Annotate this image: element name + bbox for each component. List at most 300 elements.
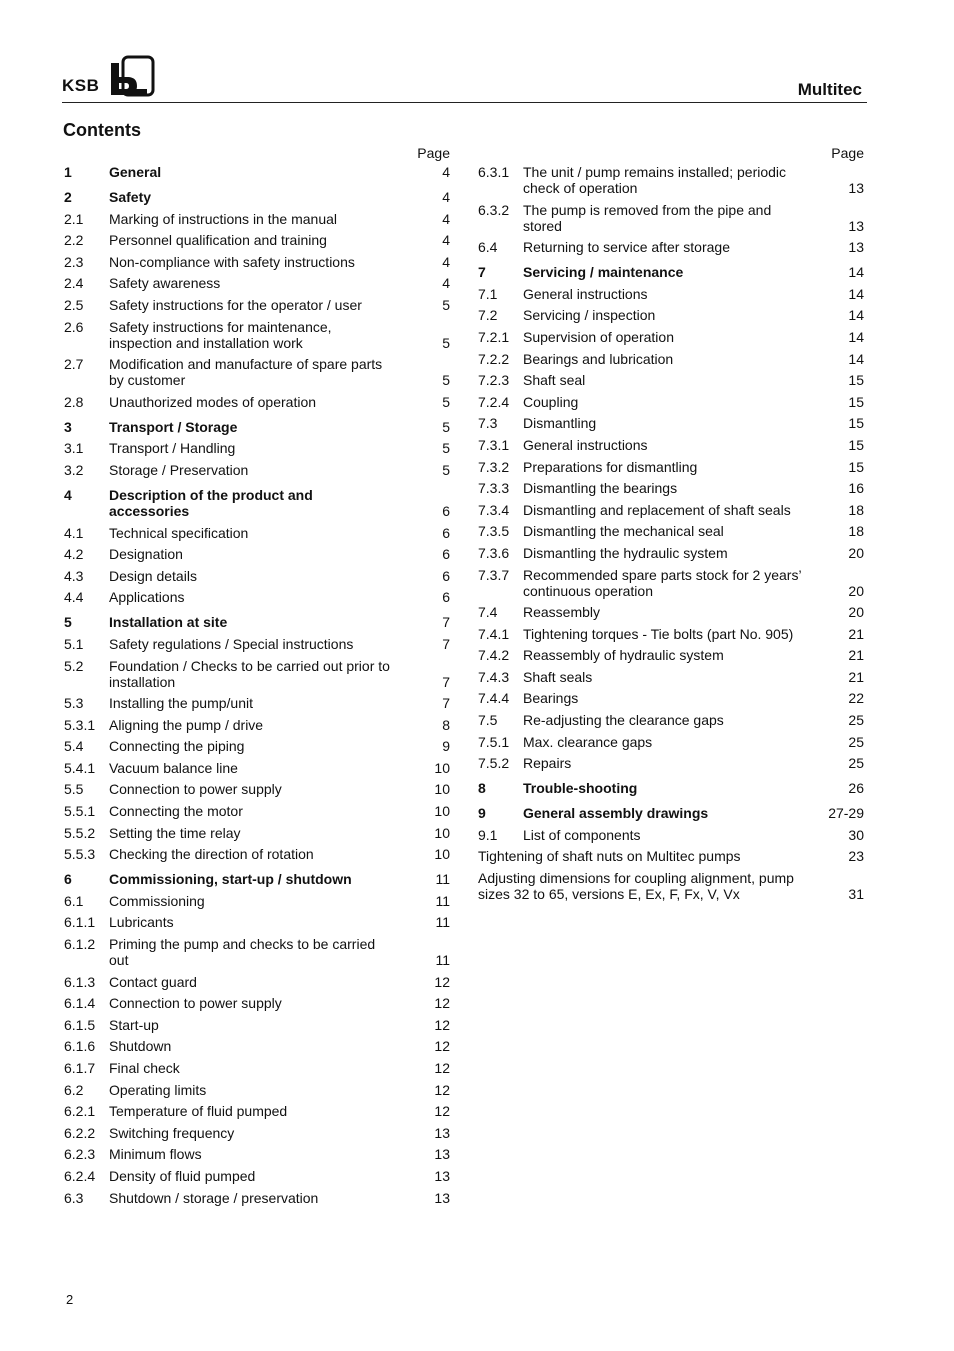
- toc-entry-page: 26: [848, 780, 864, 797]
- toc-entry-title: Installing the pump/unit: [109, 695, 253, 712]
- toc-entry-page: 12: [434, 1060, 450, 1076]
- toc-entry-title: Safety regulations / Special instructions: [109, 635, 354, 652]
- toc-entry-number: 2: [64, 189, 72, 205]
- toc-entry-number: 5.1: [64, 635, 84, 652]
- toc-entry-page: 12: [434, 1016, 450, 1033]
- toc-entry-number: 3: [64, 418, 72, 435]
- toc-entry-number: 5.5: [64, 781, 84, 798]
- toc-entry-number: 6.3.1: [478, 164, 510, 180]
- toc-entry-page: 13: [434, 1189, 450, 1206]
- toc-entry: [478, 827, 866, 843]
- toc-entry-title: Installation at site: [109, 614, 228, 631]
- toc-entry-title: General instructions: [523, 285, 648, 302]
- toc-entry-title: Bearings: [523, 690, 579, 707]
- toc-entry-number: 6.4: [478, 239, 498, 256]
- toc-entry-page: 9: [442, 738, 450, 755]
- toc-entry-page: 12: [434, 995, 450, 1012]
- toc-left-column: [64, 144, 452, 1206]
- toc-entry-number: 9: [478, 805, 486, 822]
- toc-entry-page: 11: [435, 892, 450, 909]
- toc-entry-title: Transport / Handling: [109, 440, 236, 457]
- toc-entry-title: Trouble-shooting: [523, 780, 638, 797]
- toc-entry-title: Storage / Preservation: [109, 461, 249, 478]
- page-number: 2: [66, 1292, 74, 1307]
- toc-entry: [64, 546, 452, 562]
- toc-entry: [478, 712, 866, 728]
- page-column-header: Page: [417, 145, 450, 161]
- toc-entry-title: Commissioning: [109, 892, 205, 909]
- toc-entry-page: 14: [848, 350, 864, 367]
- toc-entry: [64, 394, 452, 410]
- toc-entry: [64, 803, 452, 819]
- toc-entry-title: Preparations for dismantling: [523, 458, 698, 475]
- toc-entry-title: Aligning the pump / drive: [109, 716, 264, 733]
- toc-entry-title: Modification and manufacture of spare parts by customer: [109, 356, 383, 389]
- toc-entry-number: 7.2.3: [478, 372, 510, 389]
- toc-entry-title: General assembly drawings: [523, 805, 709, 822]
- toc-entry-title: Safety awareness: [109, 275, 221, 292]
- toc-entry-title: Supervision of operation: [523, 328, 674, 345]
- toc-entry: [478, 329, 866, 345]
- toc-entry-page: 10: [434, 846, 450, 863]
- toc-entry-page: 21: [848, 668, 864, 685]
- toc-entry: [478, 626, 866, 642]
- toc-entry-page: 11: [435, 871, 450, 888]
- toc-entry: [64, 1190, 452, 1206]
- toc-entry-title: Safety instructions for the operator / user: [109, 296, 362, 313]
- toc-entry-title: Connecting the motor: [109, 803, 243, 820]
- toc-entry-number: 2.6: [64, 318, 84, 335]
- toc-entry-page: 15: [848, 393, 864, 410]
- toc-entry-page: 6: [442, 524, 450, 541]
- toc-entry-title: Transport / Storage: [109, 418, 238, 435]
- toc-entry-page: 15: [848, 415, 864, 432]
- toc-entry-page: 6: [442, 502, 450, 519]
- toc-entry-number: 4: [64, 486, 72, 503]
- product-name: Multitec: [797, 80, 862, 99]
- toc-entry-page: 10: [434, 824, 450, 841]
- toc-entry-number: 2.3: [64, 253, 84, 270]
- ksb-logo-mark-icon: [109, 55, 155, 97]
- toc-entry-page: 25: [848, 712, 864, 729]
- toc-entry-page: 22: [848, 690, 864, 707]
- toc-entry-title: General: [109, 164, 162, 180]
- toc-list-right: [478, 164, 866, 902]
- toc-entry-number: 2.8: [64, 393, 84, 410]
- toc-entry-title: Setting the time relay: [109, 824, 241, 841]
- toc-entry: [478, 351, 866, 367]
- toc-entry: [478, 437, 866, 453]
- toc-entry-page: 25: [848, 733, 864, 750]
- toc-entry-number: 6.1.6: [64, 1038, 96, 1055]
- toc-entry: [64, 1103, 452, 1119]
- toc-entry: [64, 164, 452, 180]
- toc-entry: [478, 669, 866, 685]
- toc-entry-number: 5: [64, 614, 72, 631]
- toc-entry-page: 13: [434, 1124, 450, 1141]
- toc-entry: [478, 647, 866, 663]
- toc-entry: [64, 275, 452, 291]
- toc-entry-number: 7.3.7: [478, 566, 510, 583]
- toc-entry-number: 6.1.5: [64, 1016, 96, 1033]
- toc-entry: [64, 189, 452, 205]
- toc-entry-page: 4: [442, 210, 450, 227]
- toc-entry-title: Safety instructions for maintenance, inspection and installation work: [109, 318, 332, 351]
- toc-entry-page: 13: [434, 1167, 450, 1184]
- toc-entry: [64, 525, 452, 541]
- toc-entry-number: 3.2: [64, 461, 84, 478]
- toc-entry-number: 9.1: [478, 826, 498, 843]
- toc-entry: [64, 419, 452, 435]
- toc-entry-page: 20: [848, 544, 864, 561]
- toc-entry-title: Shutdown: [109, 1038, 172, 1055]
- toc-entry: [64, 1125, 452, 1141]
- toc-entry-page: 13: [848, 180, 864, 196]
- toc-entry-page: 18: [848, 523, 864, 540]
- toc-entry-number: 2.4: [64, 275, 84, 292]
- toc-entry: [478, 286, 866, 302]
- toc-entry-number: 6.1.2: [64, 936, 96, 953]
- toc-entry: [478, 164, 866, 196]
- toc-entry-title: Marking of instructions in the manual: [109, 210, 337, 227]
- toc-entry-number: 2.2: [64, 232, 84, 249]
- toc-entry-page: 8: [442, 716, 450, 733]
- toc-entry-page: 5: [442, 440, 450, 457]
- toc-entry: [64, 974, 452, 990]
- toc-entry-page: 20: [848, 604, 864, 621]
- toc-entry-page: 7: [442, 635, 450, 652]
- toc-entry-title: Lubricants: [109, 914, 174, 931]
- toc-entry: [64, 936, 452, 968]
- toc-entry-title: Shaft seal: [523, 372, 586, 389]
- toc-entry-number: 4.4: [64, 589, 84, 606]
- toc-entry-title: The pump is removed from the pipe and stored: [523, 201, 772, 234]
- toc-entry: [64, 462, 452, 478]
- toc-entry-number: 6.1.3: [64, 973, 96, 990]
- toc-entry-title: Adjusting dimensions for coupling alignment, pump sizes 32 to 65, versions E, Ex, F, Fx, V, Vx: [478, 870, 794, 903]
- toc-entry-title: Shutdown / storage / preservation: [109, 1189, 319, 1206]
- toc-entry-number: 6: [64, 871, 72, 888]
- toc-entry-number: 6.1.1: [64, 914, 96, 931]
- page-column-header: Page: [831, 145, 864, 161]
- toc-entry: [478, 394, 866, 410]
- toc-entry: [478, 805, 866, 821]
- toc-entry: [64, 781, 452, 797]
- toc-entry: [64, 1060, 452, 1076]
- toc-entry: [478, 307, 866, 323]
- toc-entry: [64, 1168, 452, 1184]
- toc-entry: [64, 636, 452, 652]
- toc-right-column: [478, 144, 866, 902]
- toc-entry-number: 5.4.1: [64, 759, 96, 776]
- toc-entry: [64, 1017, 452, 1033]
- toc-entry-number: 7.2: [478, 307, 498, 324]
- toc-entry-number: 6.2.1: [64, 1103, 96, 1120]
- toc-entry-page: 5: [442, 418, 450, 435]
- toc-entry-page: 4: [442, 275, 450, 292]
- toc-entry-page: 4: [442, 253, 450, 270]
- logo-text: KSB: [62, 76, 100, 95]
- toc-entry: [64, 658, 452, 690]
- toc-entry: [64, 232, 452, 248]
- toc-entry: [478, 264, 866, 280]
- toc-entry-page: 10: [434, 803, 450, 820]
- toc-entry-page: 21: [848, 647, 864, 664]
- toc-entry-page: 7: [442, 614, 450, 631]
- toc-entry-page: 27-29: [828, 805, 864, 822]
- toc-entry-page: 18: [848, 501, 864, 518]
- toc-entry-page: 21: [848, 625, 864, 642]
- toc-entry-number: 7.4.3: [478, 668, 510, 685]
- toc-entry-page: 7: [442, 673, 450, 690]
- toc-entry-page: 14: [848, 285, 864, 302]
- header-divider: [62, 102, 867, 103]
- toc-entry-number: 4.2: [64, 546, 84, 563]
- toc-entry-number: 8: [478, 780, 486, 797]
- toc-entry-page: 15: [848, 458, 864, 475]
- toc-entry-page: 14: [848, 328, 864, 345]
- toc-entry-page: 13: [434, 1146, 450, 1163]
- toc-entry-page: 12: [434, 1081, 450, 1098]
- toc-entry-title: Designation: [109, 546, 183, 563]
- toc-entry-title: Checking the direction of rotation: [109, 846, 314, 863]
- toc-entry: [64, 211, 452, 227]
- toc-entry-page: 25: [848, 755, 864, 772]
- toc-entry-title: Recommended spare parts stock for 2 years’ continuous operation: [523, 566, 802, 599]
- toc-entry-page: 16: [848, 480, 864, 497]
- toc-entry: [64, 760, 452, 776]
- toc-entry: [64, 738, 452, 754]
- toc-entry-number: 5.5.3: [64, 846, 96, 863]
- toc-entry-page: 4: [442, 189, 450, 205]
- toc-entry: [64, 914, 452, 930]
- toc-entry: [478, 870, 866, 902]
- toc-entry-number: 6.2.4: [64, 1167, 96, 1184]
- toc-entry-title: Connecting the piping: [109, 738, 245, 755]
- toc-entry-number: 6.1.4: [64, 995, 96, 1012]
- toc-entry-title: Vacuum balance line: [109, 759, 238, 776]
- toc-entry-number: 7: [478, 264, 486, 281]
- toc-entry: [64, 487, 452, 519]
- toc-entry-number: 5.5.2: [64, 824, 96, 841]
- toc-entry: [64, 717, 452, 733]
- toc-entry: [64, 871, 452, 887]
- toc-entry-title: Reassembly: [523, 604, 601, 621]
- toc-entry: [478, 372, 866, 388]
- toc-entry: [478, 523, 866, 539]
- toc-entry-title: Repairs: [523, 755, 572, 772]
- toc-entry-page: 6: [442, 589, 450, 606]
- toc-entry-number: 7.3.4: [478, 501, 510, 518]
- toc-entry: [64, 846, 452, 862]
- toc-entry: [478, 459, 866, 475]
- toc-entry-page: 14: [848, 264, 864, 281]
- toc-entry-page: 7: [442, 695, 450, 712]
- toc-entry: [64, 440, 452, 456]
- toc-entry-title: The unit / pump remains installed; periodic check of operation: [523, 164, 787, 196]
- toc-entry-title: Foundation / Checks to be carried out prior to installation: [109, 657, 390, 690]
- toc-entry: [64, 614, 452, 630]
- toc-entry-page: 13: [848, 239, 864, 256]
- toc-entry: [478, 604, 866, 620]
- toc-entry-number: 7.2.1: [478, 328, 510, 345]
- toc-entry-page: 5: [442, 372, 450, 389]
- toc-entry-title: Max. clearance gaps: [523, 733, 653, 750]
- toc-entry-title: Tightening torques - Tie bolts (part No. 905): [523, 625, 794, 642]
- toc-entry-number: 6.2.2: [64, 1124, 96, 1141]
- toc-entry: [64, 1038, 452, 1054]
- toc-entry-title: Operating limits: [109, 1081, 207, 1098]
- toc-entry-title: Priming the pump and checks to be carried out: [109, 936, 376, 969]
- toc-entry-page: 6: [442, 567, 450, 584]
- toc-entry-number: 7.1: [478, 285, 498, 302]
- toc-entry-page: 6: [442, 546, 450, 563]
- toc-entry-number: 6.1.7: [64, 1060, 96, 1076]
- toc-entry-number: 1: [64, 164, 72, 180]
- toc-entry-title: Safety: [109, 189, 152, 205]
- toc-entry-number: 4.3: [64, 567, 84, 584]
- toc-entry-page: 30: [848, 826, 864, 843]
- toc-entry-title: Re-adjusting the clearance gaps: [523, 712, 724, 729]
- toc-entry: [478, 545, 866, 561]
- toc-entry-title: Dismantling and replacement of shaft seals: [523, 501, 791, 518]
- toc-entry-title: Start-up: [109, 1016, 159, 1033]
- toc-entry-title: Reassembly of hydraulic system: [523, 647, 724, 664]
- toc-entry: [64, 893, 452, 909]
- toc-entry-page: 10: [434, 781, 450, 798]
- toc-entry-title: Tightening of shaft nuts on Multitec pumps: [478, 848, 741, 865]
- toc-entry-number: 7.4.4: [478, 690, 510, 707]
- toc-entry-page: 4: [442, 232, 450, 249]
- toc-entry-page: 13: [848, 217, 864, 234]
- toc-entry-number: 7.3.1: [478, 436, 510, 453]
- toc-entry-number: 6.1: [64, 892, 84, 909]
- toc-list-left: [64, 164, 452, 1206]
- toc-entry-title: Commissioning, start-up / shutdown: [109, 871, 352, 888]
- toc-entry: [64, 589, 452, 605]
- toc-entry-page: 10: [434, 759, 450, 776]
- toc-entry-number: 7.2.2: [478, 350, 510, 367]
- toc-entry-number: 7.3.3: [478, 480, 510, 497]
- toc-entry-number: 5.3.1: [64, 716, 96, 733]
- toc-entry: [478, 415, 866, 431]
- toc-entry-title: Temperature of fluid pumped: [109, 1103, 288, 1120]
- toc-entry-number: 6.3: [64, 1189, 84, 1206]
- toc-entry-number: 7.5.2: [478, 755, 510, 772]
- toc-entry-title: Final check: [109, 1060, 180, 1076]
- toc-entry-title: Density of fluid pumped: [109, 1167, 256, 1184]
- toc-entry-number: 7.3: [478, 415, 498, 432]
- toc-entry: [64, 1082, 452, 1098]
- toc-entry-number: 6.2: [64, 1081, 84, 1098]
- toc-entry-number: 7.4.1: [478, 625, 510, 642]
- toc-entry: [478, 480, 866, 496]
- toc-entry-title: List of components: [523, 826, 641, 843]
- toc-entry-title: Minimum flows: [109, 1146, 202, 1163]
- toc-entry-number: 7.3.6: [478, 544, 510, 561]
- toc-entry-page: 12: [434, 1038, 450, 1055]
- toc-entry-title: Personnel qualification and training: [109, 232, 327, 249]
- toc-entry: [478, 848, 866, 864]
- toc-entry-title: Shaft seals: [523, 668, 593, 685]
- toc-entry-page: 5: [442, 393, 450, 410]
- toc-entry-number: 7.5.1: [478, 733, 510, 750]
- toc-entry-page: 11: [435, 952, 450, 969]
- toc-entry: [478, 780, 866, 796]
- toc-entry-number: 6.2.3: [64, 1146, 96, 1163]
- toc-entry-number: 7.4.2: [478, 647, 510, 664]
- toc-entry-number: 5.3: [64, 695, 84, 712]
- toc-entry-title: Dismantling the hydraulic system: [523, 544, 728, 561]
- toc-entry-page: 12: [434, 1103, 450, 1120]
- toc-entry-number: 6.3.2: [478, 201, 510, 218]
- toc-entry: [478, 755, 866, 771]
- toc-entry-title: Servicing / maintenance: [523, 264, 684, 281]
- toc-entry-title: Contact guard: [109, 973, 197, 990]
- toc-entry: [478, 502, 866, 518]
- toc-entry-number: 7.3.5: [478, 523, 510, 540]
- toc-entry-title: Connection to power supply: [109, 781, 282, 798]
- toc-entry: [64, 297, 452, 313]
- toc-entry-title: Design details: [109, 567, 197, 584]
- toc-entry: [64, 356, 452, 388]
- ksb-logo: [62, 55, 157, 97]
- toc-entry-title: Connection to power supply: [109, 995, 282, 1012]
- toc-entry: [64, 995, 452, 1011]
- toc-entry-number: 5.2: [64, 657, 84, 674]
- toc-entry-title: Applications: [109, 589, 185, 606]
- toc-entry-title: Unauthorized modes of operation: [109, 393, 317, 410]
- toc-entry-page: 15: [848, 372, 864, 389]
- toc-entry-number: 2.1: [64, 210, 84, 227]
- toc-entry: [64, 254, 452, 270]
- toc-entry-page: 20: [848, 582, 864, 599]
- toc-entry-number: 7.5: [478, 712, 498, 729]
- toc-entry-title: Technical specification: [109, 524, 249, 541]
- toc-entry-number: 3.1: [64, 440, 84, 457]
- toc-entry-page: 4: [442, 164, 450, 180]
- toc-entry-page: 23: [848, 848, 864, 865]
- toc-entry-page: 11: [435, 914, 450, 931]
- toc-entry: [64, 319, 452, 351]
- toc-entry: [478, 239, 866, 255]
- toc-entry-number: 2.5: [64, 296, 84, 313]
- toc-entry-page: 5: [442, 461, 450, 478]
- toc-entry: [478, 734, 866, 750]
- toc-entry-title: Servicing / inspection: [523, 307, 656, 324]
- toc-entry-number: 7.3.2: [478, 458, 510, 475]
- toc-entry-number: 5.5.1: [64, 803, 96, 820]
- toc-entry-title: Switching frequency: [109, 1124, 235, 1141]
- toc-entry: [64, 825, 452, 841]
- toc-entry: [478, 202, 866, 234]
- toc-entry-number: 7.2.4: [478, 393, 510, 410]
- toc-entry-page: 31: [848, 886, 864, 903]
- toc-entry: [64, 695, 452, 711]
- toc-entry-title: General instructions: [523, 436, 648, 453]
- toc-entry-page: 5: [442, 334, 450, 351]
- toc-entry-title: Coupling: [523, 393, 579, 410]
- toc-entry-page: 5: [442, 296, 450, 313]
- toc-entry-title: Non-compliance with safety instructions: [109, 253, 355, 270]
- toc-entry: [64, 1146, 452, 1162]
- toc-entry-page: 12: [434, 973, 450, 990]
- toc-entry-number: 2.7: [64, 356, 84, 373]
- toc-entry: [478, 567, 866, 599]
- page-title: Contents: [63, 120, 141, 140]
- toc-entry-title: Bearings and lubrication: [523, 350, 674, 367]
- toc-entry-title: Returning to service after storage: [523, 239, 730, 256]
